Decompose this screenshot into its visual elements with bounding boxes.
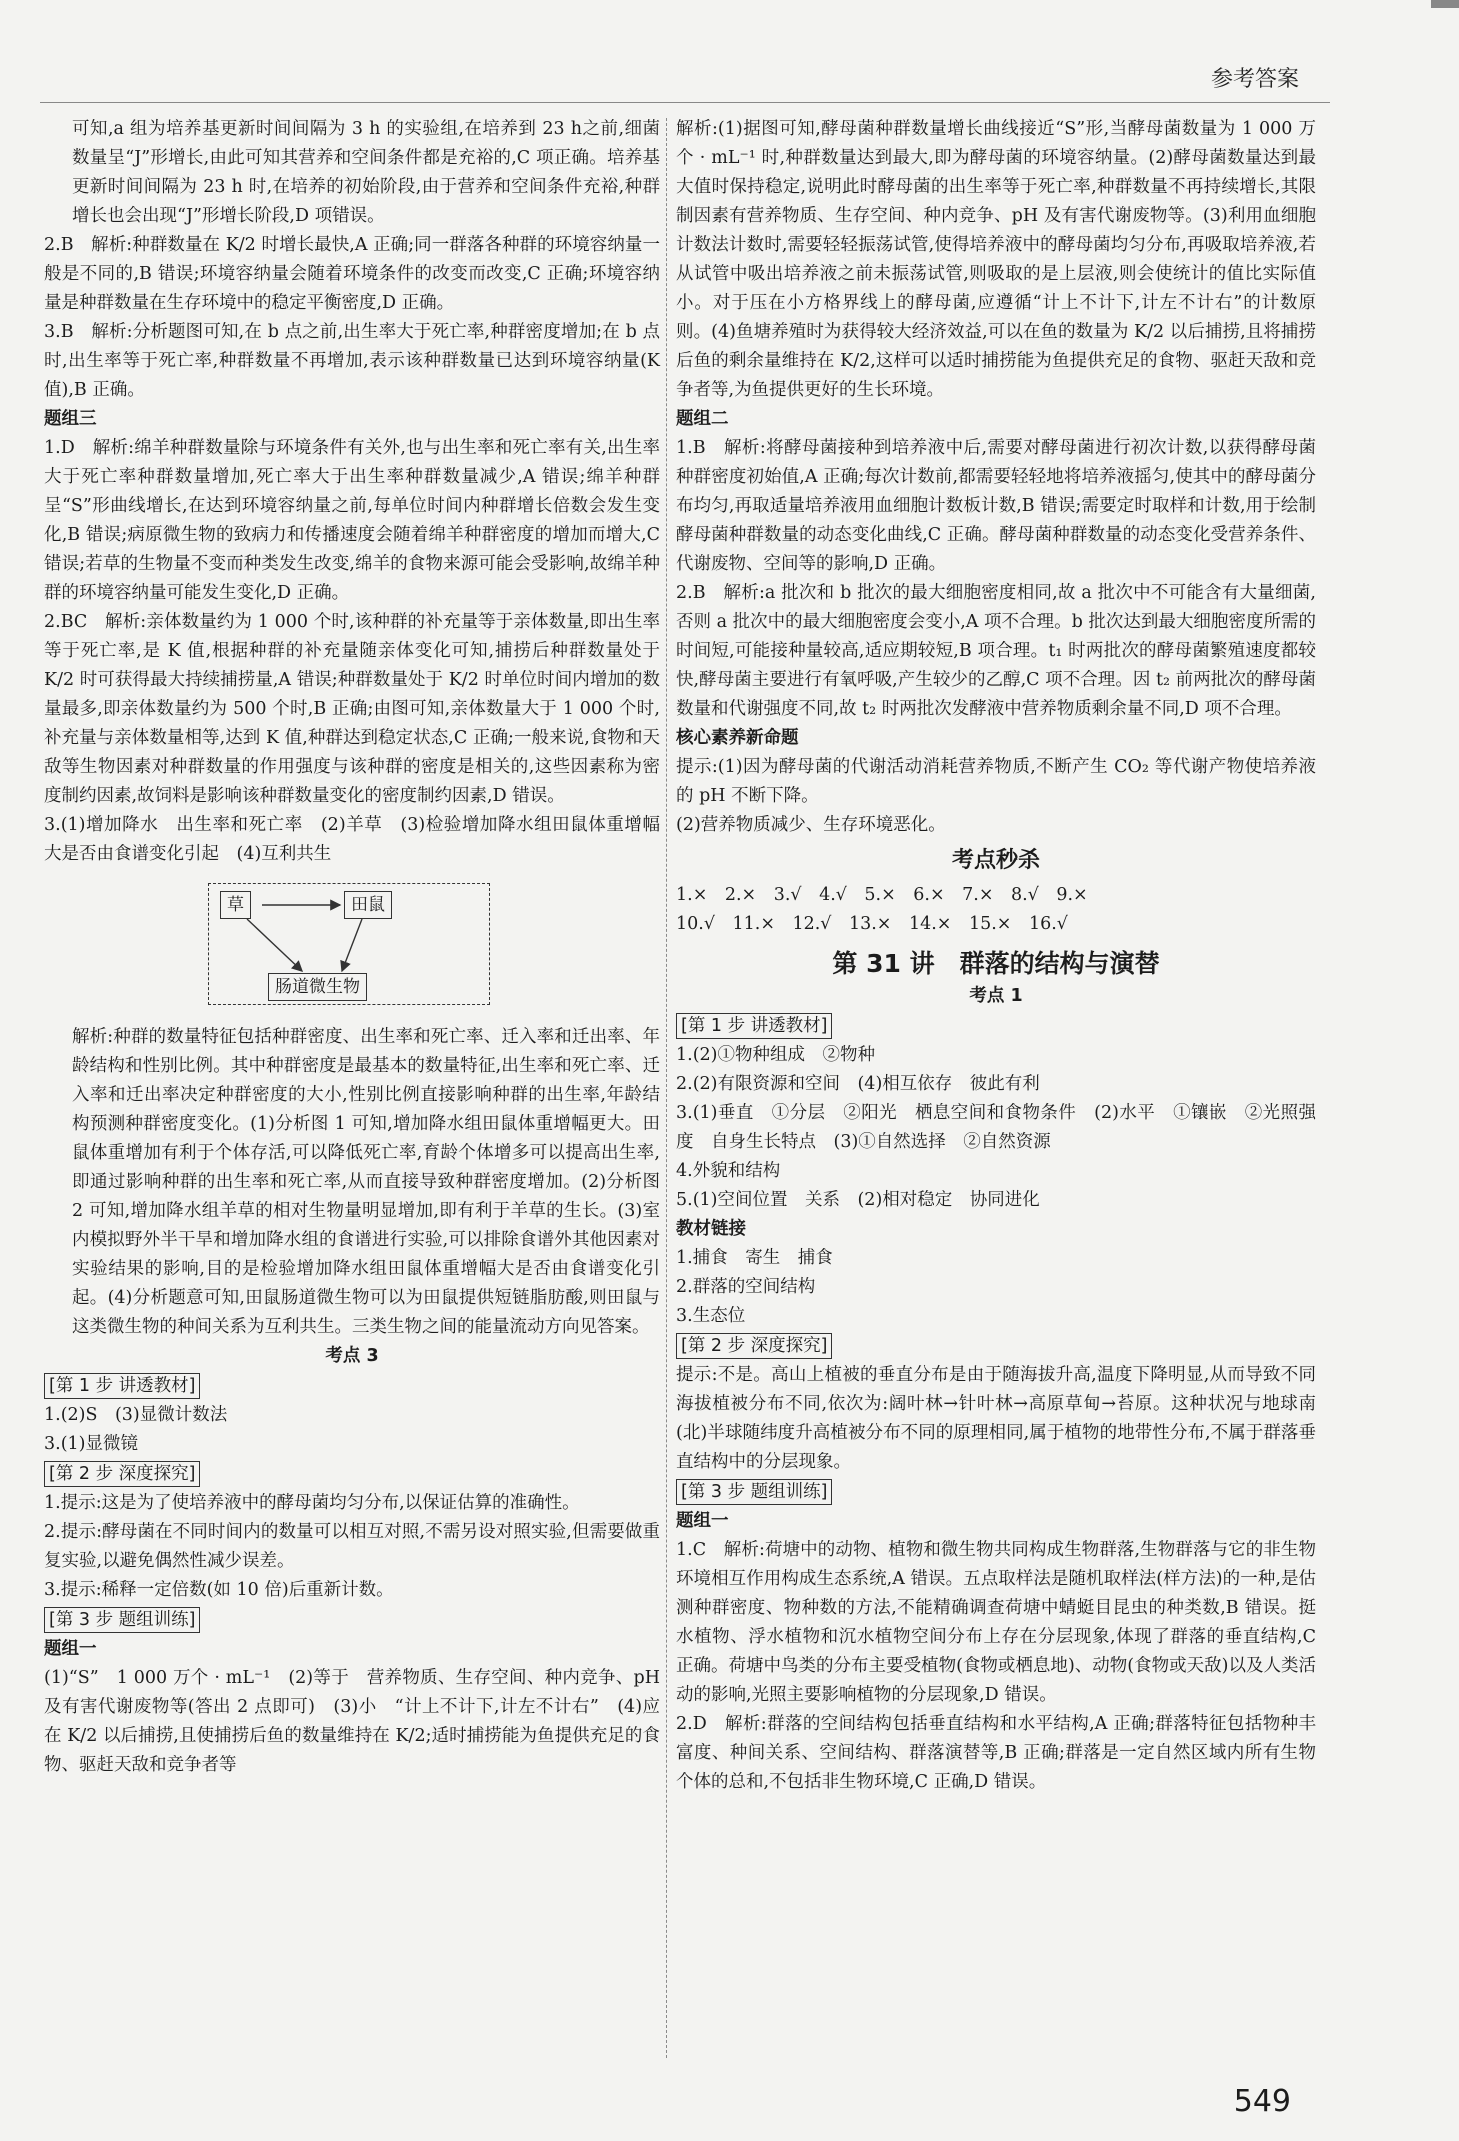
gut-microbe-node: 肠道微生物 bbox=[268, 973, 367, 1001]
textbook-link-heading: 教材链接 bbox=[676, 1219, 746, 1239]
step-heading: [第 3 步 题组训练] bbox=[676, 1479, 832, 1505]
right-answer: 1.C 解析:荷塘中的动物、植物和微生物共同构成生物群落,生物群落与它的非生物环境相互作用构成生态系统,A 错误。五点取样法是随机取样法(样方法)的一种,是估测种群密度、物种数的方法,不能精确调查荷塘中蜻蜓目昆虫的种类数,B 错误。挺水植物、浮水植物和沉水植物空间分布上存在分层现象,体现了群落的垂直结构,C 正确。荷塘中鸟类的分布主要受植物(食物或栖息地)、动物(食物或天敌)以及人类活动的影响,光照主要影响植物的分层现象,D 错误。 bbox=[676, 1540, 1316, 1705]
right-hint: (2)营养物质减少、生存环境恶化。 bbox=[676, 815, 946, 835]
left-answer: (1)“S” 1 000 万个 · mL⁻¹ (2)等于 营养物质、生存空间、种内竞争、pH 及有害代谢废物等(答出 2 点即可) (3)小 “计上不计下,计左不计右” (4)应在 K/2 以后捕捞,且使捕捞后鱼的数量维持在 K/2;适时捕捞能为鱼提供充足的食物、驱赶天敌和竞争者等 bbox=[44, 1668, 660, 1775]
energy-flow-diagram bbox=[202, 875, 502, 1015]
page-edge-mark bbox=[1431, 0, 1459, 8]
right-line: 2.(2)有限资源和空间 (4)相互依存 彼此有利 bbox=[676, 1074, 1040, 1094]
left-line: 3.(1)显微镜 bbox=[44, 1434, 138, 1454]
left-hint: 1.提示:这是为了使培养液中的酵母菌均匀分布,以保证估算的准确性。 bbox=[44, 1493, 580, 1513]
kaodian-heading: 考点 3 bbox=[325, 1346, 379, 1366]
left-answer: 3.(1)增加降水 出生率和死亡率 (2)羊草 (3)检验增加降水组田鼠体重增幅大是否由食谱变化引起 (4)互利共生 bbox=[44, 815, 660, 864]
step-heading: [第 1 步 讲透教材] bbox=[44, 1373, 200, 1399]
left-answer-3: 3.B 解析:分析题图可知,在 b 点之前,出生率大于死亡率,种群密度增加;在 b 点时,出生率等于死亡率,种群数量不再增加,表示该种群数量已达到环境容纳量(K 值),B 正确。 bbox=[44, 322, 660, 400]
column-divider bbox=[666, 118, 667, 2058]
step-heading: [第 2 步 深度探究] bbox=[676, 1333, 832, 1359]
left-line: 1.(2)S (3)显微计数法 bbox=[44, 1405, 228, 1425]
right-line: 3.生态位 bbox=[676, 1306, 746, 1326]
kaodian-heading: 考点 1 bbox=[969, 986, 1023, 1006]
right-hint: 提示:(1)因为酵母菌的代谢活动消耗营养物质,不断产生 CO₂ 等代谢产物使培养液的 pH 不断下降。 bbox=[676, 757, 1316, 806]
right-answer: 1.B 解析:将酵母菌接种到培养液中后,需要对酵母菌进行初次计数,以获得酵母菌种群密度初始值,A 正确;每次计数前,都需要轻轻地将培养液摇匀,使其中的酵母菌分布均匀,再取适量培养液用血细胞计数板计数,B 错误;需要定时取样和计数,用于绘制酵母菌种群数量的动态变化曲线,C 正确。酵母菌种群数量的动态变化受营养条件、代谢废物、空间等的影响,D 正确。 bbox=[676, 438, 1316, 574]
right-column bbox=[676, 115, 1316, 1797]
right-line: 1.捕食 寄生 捕食 bbox=[676, 1248, 833, 1268]
quick-answers-row: 10.√ 11.× 12.√ 13.× 14.× 15.× 16.√ bbox=[676, 914, 1068, 934]
step-heading: [第 1 步 讲透教材] bbox=[676, 1013, 832, 1039]
page-number: 549 bbox=[1233, 2084, 1291, 2119]
lecture-title: 第 31 讲 群落的结构与演替 bbox=[832, 949, 1160, 978]
header-rule bbox=[40, 102, 1330, 103]
vole-node: 田鼠 bbox=[344, 891, 392, 919]
left-analysis: 解析:种群的数量特征包括种群密度、出生率和死亡率、迁入率和迁出率、年龄结构和性别比例。其中种群密度是最基本的数量特征,出生率和死亡率、迁入率和迁出率决定种群密度的大小,性别比例直接影响种群的出生率,年龄结构预测种群密度变化。(1)分析图 1 可知,增加降水组田鼠体重增幅更大。田鼠体重增加有利于个体存活,可以降低死亡率,育龄个体增多可以提高出生率,即通过影响种群的出生率和死亡率,从而直接导致种群密度增加。(2)分析图 2 可知,增加降水组羊草的相对生物量明显增加,即有利于羊草的生长。(3)室内模拟野外半干旱和增加降水组的食谱进行实验,可以排除食谱外其他因素对实验结果的影响,目的是检验增加降水组田鼠体重增幅大是否由食谱变化引起。(4)分析题意可知,田鼠肠道微生物可以为田鼠提供短链脂肪酸,则田鼠与这类微生物的种间关系为互利共生。三类生物之间的能量流动方向见答案。 bbox=[72, 1027, 660, 1337]
right-line: 5.(1)空间位置 关系 (2)相对稳定 协同进化 bbox=[676, 1190, 1040, 1210]
left-answer: 1.D 解析:绵羊种群数量除与环境条件有关外,也与出生率和死亡率有关,出生率大于死亡率种群数量增加,死亡率大于出生率种群数量减少,A 错误;绵羊种群呈“S”形曲线增长,在达到环境容纳量之前,每单位时间内种群增长倍数会发生变化,B 错误;病原微生物的致病力和传播速度会随着绵羊种群密度的增加而增大,C 错误;若草的生物量不变而种类发生改变,绵羊的食物来源可能会受影响,故绵羊种群的环境容纳量可能发生变化,D 正确。 bbox=[44, 438, 660, 603]
quick-answers-heading: 考点秒杀 bbox=[951, 848, 1040, 873]
left-answer: 2.BC 解析:亲体数量约为 1 000 个时,该种群的补充量等于亲体数量,即出生率等于死亡率,是 K 值,根据种群的补充量随亲体变化可知,捕捞后种群数量处于 K/2 时可获得最大持续捕捞量,A 错误;种群数量处于 K/2 时单位时间内增加的数量最多,即亲体数量约为 500 个时,B 正确;由图可知,亲体数量大于 1 000 个时,补充量与亲体数量相等,达到 K 值,种群达到稳定状态,C 正确;一般来说,食物和天敌等生物因素对种群数量的作用强度与该种群的密度是相关的,这些因素称为密度制约因素,故饲料是影响该种群数量变化的密度制约因素,D 错误。 bbox=[44, 612, 660, 806]
left-answer-2: 2.B 解析:种群数量在 K/2 时增长最快,A 正确;同一群落各种群的环境容纳量一般是不同的,B 错误;环境容纳量会随着环境条件的改变而改变,C 正确;环境容纳量是种群数量在生存环境中的稳定平衡密度,D 正确。 bbox=[44, 235, 660, 313]
right-line: 4.外貌和结构 bbox=[676, 1161, 781, 1181]
left-hint: 2.提示:酵母菌在不同时间内的数量可以相互对照,不需另设对照实验,但需要做重复实验,以避免偶然性减少误差。 bbox=[44, 1522, 660, 1571]
step-heading: [第 3 步 题组训练] bbox=[44, 1607, 200, 1633]
group-heading: 题组一 bbox=[44, 1639, 97, 1659]
right-hint: 提示:不是。高山上植被的垂直分布是由于随海拔升高,温度下降明显,从而导致不同海拔植被分布不同,依次为:阔叶林→针叶林→高原草甸→苔原。这种状况与地球南(北)半球随纬度升高植被分布不同的原理相同,属于植物的地带性分布,不属于群落垂直结构中的分层现象。 bbox=[676, 1365, 1316, 1472]
left-column bbox=[44, 115, 660, 1780]
group-heading: 题组三 bbox=[44, 409, 97, 429]
step-heading: [第 2 步 深度探究] bbox=[44, 1461, 200, 1487]
grass-node: 草 bbox=[220, 891, 251, 919]
right-analysis: 解析:(1)据图可知,酵母菌种群数量增长曲线接近“S”形,当酵母菌数量为 1 000 万个 · mL⁻¹ 时,种群数量达到最大,即为酵母菌的环境容纳量。(2)酵母菌数量达到最大值时保持稳定,说明此时酵母菌的出生率等于死亡率,种群数量不再持续增长,其限制因素有营养物质、生存空间、种内竞争、pH 及有害代谢废物等。(3)利用血细胞计数法计数时,需要轻轻振荡试管,使得培养液中的酵母菌均匀分布,再吸取培养液,若从试管中吸出培养液之前未振荡试管,则吸取的是上层液,则会使统计的值比实际值小。对于压在小方格界线上的酵母菌,应遵循“计上不计下,计左不计右”的计数原则。(4)鱼塘养殖时为获得较大经济效益,可以在鱼的数量为 K/2 以后捕捞,且将捕捞后鱼的剩余量维持在 K/2,这样可以适时捕捞能为鱼提供充足的食物、驱赶天敌和竞争者等,为鱼提供更好的生长环境。 bbox=[676, 119, 1316, 400]
left-paragraph: 可知,a 组为培养基更新时间间隔为 3 h 的实验组,在培养到 23 h之前,细菌数量呈“J”形增长,由此可知其营养和空间条件都是充裕的,C 项正确。培养基更新时间间隔为 23 h 时,在培养的初始阶段,由于营养和空间条件充裕,种群增长也会出现“J”形增长阶段,D 项错误。 bbox=[72, 119, 660, 226]
core-literacy-heading: 核心素养新命题 bbox=[676, 728, 799, 748]
header-title: 参考答案 bbox=[1210, 67, 1299, 92]
left-hint: 3.提示:稀释一定倍数(如 10 倍)后重新计数。 bbox=[44, 1580, 394, 1600]
group-heading: 题组二 bbox=[676, 409, 729, 429]
right-answer: 2.D 解析:群落的空间结构包括垂直结构和水平结构,A 正确;群落特征包括物种丰富度、种间关系、空间结构、群落演替等,B 正确;群落是一定自然区域内所有生物个体的总和,不包括非生物环境,C 正确,D 错误。 bbox=[676, 1714, 1316, 1792]
right-line: 1.(2)①物种组成 ②物种 bbox=[676, 1045, 875, 1065]
right-line: 3.(1)垂直 ①分层 ②阳光 栖息空间和食物条件 (2)水平 ①镶嵌 ②光照强度 自身生长特点 (3)①自然选择 ②自然资源 bbox=[676, 1103, 1316, 1152]
right-answer: 2.B 解析:a 批次和 b 批次的最大细胞密度相同,故 a 批次中不可能含有大量细菌,否则 a 批次中的最大细胞密度会变小,A 项不合理。b 批次达到最大细胞密度所需的时间短,可能接种量较高,适应期较短,B 项合理。t₁ 时两批次的酵母菌繁殖速度都较快,酵母菌主要进行有氧呼吸,产生较少的乙醇,C 项不合理。因 t₂ 前两批次的酵母菌数量和代谢强度不同,故 t₂ 时两批次发酵液中营养物质剩余量不同,D 项不合理。 bbox=[676, 583, 1316, 719]
group-heading: 题组一 bbox=[676, 1511, 729, 1531]
quick-answers-row: 1.× 2.× 3.√ 4.√ 5.× 6.× 7.× 8.√ 9.× bbox=[676, 885, 1088, 905]
right-line: 2.群落的空间结构 bbox=[676, 1277, 816, 1297]
